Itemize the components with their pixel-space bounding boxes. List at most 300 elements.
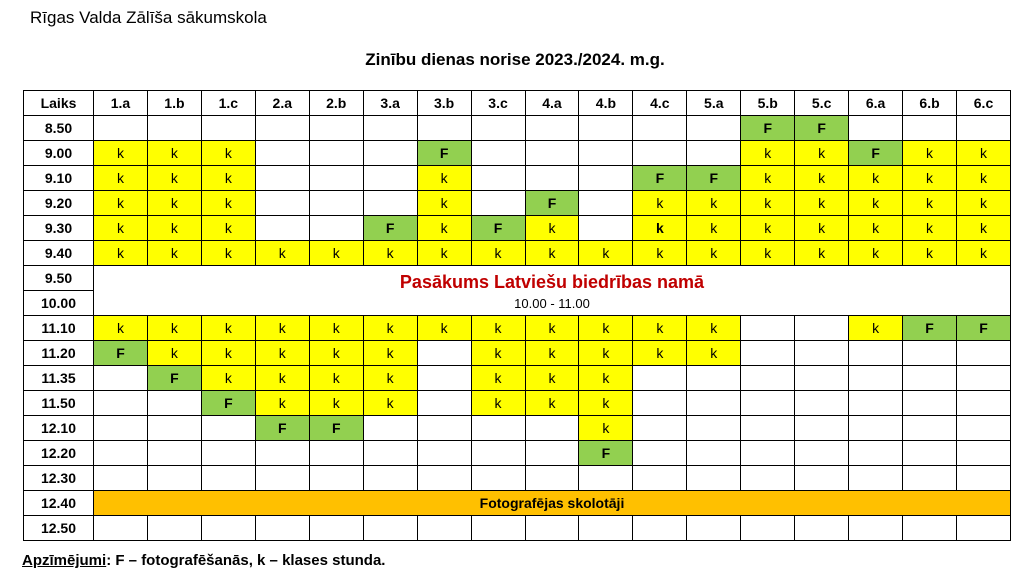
schedule-cell: F <box>579 441 633 466</box>
schedule-cell <box>849 441 903 466</box>
schedule-cell: k <box>957 216 1011 241</box>
schedule-cell: k <box>687 241 741 266</box>
time-cell: 12.10 <box>24 416 94 441</box>
legend-text: : F – fotografēšanās, k – klases stunda. <box>106 552 386 569</box>
schedule-cell <box>147 391 201 416</box>
header-class: 4.c <box>633 91 687 116</box>
schedule-cell: k <box>471 391 525 416</box>
schedule-cell <box>417 116 471 141</box>
time-cell: 9.10 <box>24 166 94 191</box>
schedule-cell: k <box>255 366 309 391</box>
schedule-cell <box>633 366 687 391</box>
schedule-cell: F <box>94 341 148 366</box>
schedule-cell: F <box>633 166 687 191</box>
header-class: 3.a <box>363 91 417 116</box>
time-cell: 12.50 <box>24 516 94 541</box>
schedule-cell: F <box>471 216 525 241</box>
schedule-cell <box>309 516 363 541</box>
schedule-cell: F <box>417 141 471 166</box>
schedule-cell <box>471 141 525 166</box>
schedule-cell <box>957 466 1011 491</box>
schedule-cell <box>957 341 1011 366</box>
schedule-cell: k <box>741 166 795 191</box>
schedule-cell <box>579 191 633 216</box>
header-class: 1.b <box>147 91 201 116</box>
schedule-cell: F <box>147 366 201 391</box>
schedule-cell <box>741 516 795 541</box>
schedule-cell <box>255 141 309 166</box>
schedule-cell <box>741 416 795 441</box>
schedule-cell: k <box>417 316 471 341</box>
schedule-cell: k <box>471 341 525 366</box>
schedule-cell <box>471 416 525 441</box>
schedule-cell: k <box>363 241 417 266</box>
schedule-cell: k <box>471 316 525 341</box>
schedule-cell <box>147 441 201 466</box>
schedule-cell: k <box>417 216 471 241</box>
schedule-cell: k <box>94 241 148 266</box>
schedule-cell <box>849 366 903 391</box>
schedule-cell <box>795 366 849 391</box>
schedule-cell <box>309 216 363 241</box>
schedule-cell: k <box>525 216 579 241</box>
schedule-cell <box>471 466 525 491</box>
schedule-cell <box>957 366 1011 391</box>
header-class: 2.a <box>255 91 309 116</box>
schedule-cell: k <box>525 366 579 391</box>
schedule-cell <box>147 466 201 491</box>
schedule-cell <box>255 191 309 216</box>
schedule-cell: k <box>687 216 741 241</box>
schedule-cell <box>903 416 957 441</box>
header-time: Laiks <box>24 91 94 116</box>
table-row <box>24 316 1011 341</box>
schedule-cell: F <box>255 416 309 441</box>
schedule-cell <box>363 416 417 441</box>
schedule-cell: F <box>687 166 741 191</box>
schedule-cell: k <box>579 341 633 366</box>
schedule-cell <box>94 466 148 491</box>
time-cell: 9.00 <box>24 141 94 166</box>
schedule-cell: k <box>957 191 1011 216</box>
schedule-cell <box>957 441 1011 466</box>
schedule-cell <box>201 116 255 141</box>
schedule-cell: k <box>633 216 687 241</box>
schedule-cell <box>417 391 471 416</box>
schedule-cell <box>525 416 579 441</box>
schedule-cell: k <box>94 141 148 166</box>
header-class: 6.b <box>903 91 957 116</box>
schedule-cell <box>255 516 309 541</box>
schedule-cell: k <box>147 166 201 191</box>
schedule-cell <box>94 516 148 541</box>
schedule-cell: k <box>579 391 633 416</box>
schedule-cell <box>579 516 633 541</box>
table-row <box>24 366 1011 391</box>
schedule-cell <box>471 516 525 541</box>
event-hours: 10.00 - 11.00 <box>514 295 590 311</box>
schedule-cell: k <box>579 366 633 391</box>
schedule-cell <box>741 366 795 391</box>
time-cell: 11.35 <box>24 366 94 391</box>
table-row <box>24 416 1011 441</box>
schedule-cell: k <box>363 366 417 391</box>
schedule-cell: k <box>94 216 148 241</box>
schedule-cell: k <box>363 341 417 366</box>
table-row <box>24 191 1011 216</box>
schedule-cell: k <box>201 316 255 341</box>
time-cell: 12.40 <box>24 491 94 516</box>
schedule-cell: k <box>741 216 795 241</box>
schedule-cell <box>309 116 363 141</box>
schedule-cell: k <box>147 141 201 166</box>
schedule-cell: F <box>849 141 903 166</box>
schedule-cell: k <box>94 191 148 216</box>
header-class: 4.a <box>525 91 579 116</box>
schedule-cell: k <box>633 341 687 366</box>
schedule-cell <box>94 116 148 141</box>
table-row <box>24 341 1011 366</box>
header-class: 5.c <box>795 91 849 116</box>
schedule-cell <box>525 516 579 541</box>
schedule-cell <box>363 516 417 541</box>
schedule-cell: k <box>201 216 255 241</box>
schedule-cell: k <box>687 316 741 341</box>
schedule-cell <box>417 341 471 366</box>
schedule-cell <box>579 216 633 241</box>
time-cell: 9.30 <box>24 216 94 241</box>
schedule-cell <box>363 166 417 191</box>
schedule-cell <box>525 141 579 166</box>
schedule-cell: k <box>363 316 417 341</box>
header-class: 3.c <box>471 91 525 116</box>
schedule-cell <box>309 191 363 216</box>
schedule-cell: k <box>795 141 849 166</box>
schedule-cell <box>579 141 633 166</box>
header-class: 5.a <box>687 91 741 116</box>
schedule-cell: F <box>525 191 579 216</box>
schedule-cell: k <box>201 341 255 366</box>
schedule-cell <box>309 441 363 466</box>
schedule-cell: k <box>201 366 255 391</box>
schedule-cell <box>849 416 903 441</box>
schedule-cell <box>147 416 201 441</box>
schedule-cell <box>147 516 201 541</box>
schedule-cell: k <box>579 416 633 441</box>
schedule-cell: k <box>633 241 687 266</box>
legend-label: Apzīmējumi <box>22 552 107 569</box>
table-row <box>24 141 1011 166</box>
schedule-cell <box>687 441 741 466</box>
schedule-cell <box>363 191 417 216</box>
schedule-cell: k <box>579 316 633 341</box>
schedule-cell: k <box>201 241 255 266</box>
schedule-cell <box>471 166 525 191</box>
header-class: 3.b <box>417 91 471 116</box>
header-class: 6.a <box>849 91 903 116</box>
schedule-cell <box>849 466 903 491</box>
school-name: Rīgas Valda Zālīša sākumskola <box>30 8 267 27</box>
schedule-cell <box>633 441 687 466</box>
schedule-cell: k <box>741 141 795 166</box>
schedule-cell: k <box>849 191 903 216</box>
schedule-cell: k <box>957 241 1011 266</box>
schedule-cell: k <box>309 241 363 266</box>
schedule-cell: k <box>255 391 309 416</box>
schedule-cell <box>471 116 525 141</box>
schedule-cell: k <box>525 341 579 366</box>
schedule-cell: k <box>471 366 525 391</box>
schedule-cell <box>957 416 1011 441</box>
schedule-cell <box>741 466 795 491</box>
schedule-cell <box>201 416 255 441</box>
schedule-cell: k <box>201 191 255 216</box>
schedule-cell: k <box>687 191 741 216</box>
schedule-cell <box>363 141 417 166</box>
schedule-cell: k <box>147 241 201 266</box>
table-row <box>24 241 1011 266</box>
schedule-cell <box>633 466 687 491</box>
schedule-cell <box>903 341 957 366</box>
time-cell: 9.20 <box>24 191 94 216</box>
schedule-cell <box>957 516 1011 541</box>
time-cell: 11.50 <box>24 391 94 416</box>
schedule-cell: k <box>579 241 633 266</box>
schedule-cell <box>903 441 957 466</box>
table-row <box>24 116 1011 141</box>
schedule-cell <box>363 466 417 491</box>
schedule-cell: k <box>903 191 957 216</box>
schedule-cell: F <box>741 116 795 141</box>
schedule-cell <box>633 516 687 541</box>
schedule-cell: k <box>741 191 795 216</box>
schedule-cell: F <box>957 316 1011 341</box>
teacher-photo-row <box>24 491 1011 516</box>
schedule-cell <box>687 516 741 541</box>
schedule-cell: k <box>957 141 1011 166</box>
schedule-cell <box>687 466 741 491</box>
schedule-cell <box>687 366 741 391</box>
table-row <box>24 391 1011 416</box>
schedule-cell <box>363 116 417 141</box>
schedule-cell <box>309 166 363 191</box>
schedule-cell: k <box>147 216 201 241</box>
time-cell: 11.20 <box>24 341 94 366</box>
schedule-cell: k <box>471 241 525 266</box>
schedule-cell <box>633 391 687 416</box>
schedule-cell <box>903 466 957 491</box>
event-cell <box>94 266 1011 316</box>
schedule-cell: k <box>309 341 363 366</box>
schedule-cell <box>795 316 849 341</box>
schedule-cell <box>849 116 903 141</box>
schedule-cell <box>417 366 471 391</box>
schedule-table <box>23 90 1011 541</box>
schedule-cell: k <box>903 141 957 166</box>
schedule-cell: k <box>795 241 849 266</box>
schedule-cell <box>633 416 687 441</box>
header-row <box>24 91 1011 116</box>
schedule-cell <box>741 391 795 416</box>
schedule-cell <box>687 416 741 441</box>
schedule-cell <box>849 391 903 416</box>
schedule-cell <box>687 391 741 416</box>
schedule-cell: k <box>849 216 903 241</box>
schedule-cell: k <box>147 191 201 216</box>
schedule-cell: F <box>795 116 849 141</box>
schedule-cell: k <box>849 241 903 266</box>
schedule-cell <box>201 441 255 466</box>
schedule-cell: k <box>94 166 148 191</box>
schedule-cell: k <box>309 366 363 391</box>
header-class: 6.c <box>957 91 1011 116</box>
schedule-cell: k <box>903 216 957 241</box>
schedule-cell <box>147 116 201 141</box>
schedule-cell <box>94 441 148 466</box>
schedule-cell <box>417 441 471 466</box>
schedule-cell: k <box>363 391 417 416</box>
schedule-cell <box>471 191 525 216</box>
schedule-cell <box>849 516 903 541</box>
schedule-cell <box>633 116 687 141</box>
schedule-cell <box>201 516 255 541</box>
table-row <box>24 516 1011 541</box>
schedule-cell <box>903 366 957 391</box>
time-cell: 10.00 <box>24 291 94 316</box>
schedule-cell <box>795 391 849 416</box>
time-cell: 9.50 <box>24 266 94 291</box>
time-cell: 12.20 <box>24 441 94 466</box>
schedule-cell <box>94 416 148 441</box>
schedule-cell: k <box>903 241 957 266</box>
schedule-cell: k <box>795 166 849 191</box>
schedule-cell: F <box>309 416 363 441</box>
schedule-cell: k <box>201 166 255 191</box>
schedule-cell <box>903 116 957 141</box>
schedule-cell <box>795 416 849 441</box>
schedule-cell <box>633 141 687 166</box>
schedule-cell: k <box>94 316 148 341</box>
schedule-cell <box>255 116 309 141</box>
schedule-cell: k <box>255 241 309 266</box>
legend <box>22 552 385 569</box>
schedule-cell: k <box>309 316 363 341</box>
schedule-cell: k <box>795 216 849 241</box>
schedule-cell <box>795 466 849 491</box>
table-row <box>24 466 1011 491</box>
schedule-cell <box>741 441 795 466</box>
event-title: Pasākums Latviešu biedrības namā <box>399 271 705 292</box>
schedule-cell: k <box>147 341 201 366</box>
schedule-cell <box>201 466 255 491</box>
schedule-cell: k <box>255 341 309 366</box>
schedule-cell <box>417 466 471 491</box>
schedule-cell: k <box>741 241 795 266</box>
schedule-cell <box>255 216 309 241</box>
schedule-cell <box>525 466 579 491</box>
header-class: 1.c <box>201 91 255 116</box>
header-class: 1.a <box>94 91 148 116</box>
schedule-cell <box>417 516 471 541</box>
schedule-cell: k <box>687 341 741 366</box>
teacher-photo-cell: Fotografējas skolotāji <box>94 491 1011 516</box>
schedule-cell: k <box>849 316 903 341</box>
time-cell: 11.10 <box>24 316 94 341</box>
schedule-cell: F <box>903 316 957 341</box>
schedule-cell <box>903 516 957 541</box>
schedule-cell: k <box>255 316 309 341</box>
schedule-cell <box>417 416 471 441</box>
schedule-cell <box>903 391 957 416</box>
schedule-cell: k <box>849 166 903 191</box>
schedule-cell <box>471 441 525 466</box>
schedule-cell <box>579 116 633 141</box>
time-cell: 12.30 <box>24 466 94 491</box>
schedule-cell <box>795 341 849 366</box>
schedule-cell <box>795 441 849 466</box>
schedule-cell: k <box>633 191 687 216</box>
schedule-cell <box>363 441 417 466</box>
schedule-cell <box>255 466 309 491</box>
schedule-cell <box>255 441 309 466</box>
schedule-cell: k <box>633 316 687 341</box>
schedule-cell: k <box>417 191 471 216</box>
schedule-cell <box>94 366 148 391</box>
table-row <box>24 216 1011 241</box>
time-cell: 8.50 <box>24 116 94 141</box>
header-class: 2.b <box>309 91 363 116</box>
schedule-cell: F <box>363 216 417 241</box>
schedule-cell <box>579 166 633 191</box>
schedule-cell <box>525 166 579 191</box>
event-row <box>24 266 1011 291</box>
schedule-cell <box>957 116 1011 141</box>
schedule-cell <box>255 166 309 191</box>
schedule-cell <box>687 141 741 166</box>
schedule-cell <box>849 341 903 366</box>
schedule-cell <box>741 316 795 341</box>
schedule-cell: k <box>795 191 849 216</box>
schedule-cell <box>525 116 579 141</box>
schedule-cell: k <box>417 166 471 191</box>
schedule-cell: k <box>147 316 201 341</box>
page-title: Zinību dienas norise 2023./2024. m.g. <box>365 50 665 69</box>
schedule-cell <box>795 516 849 541</box>
header-class: 4.b <box>579 91 633 116</box>
schedule-cell: k <box>525 241 579 266</box>
schedule-cell <box>309 466 363 491</box>
table-row <box>24 166 1011 191</box>
schedule-cell <box>957 391 1011 416</box>
schedule-cell: k <box>525 316 579 341</box>
schedule-cell: k <box>525 391 579 416</box>
schedule-cell <box>525 441 579 466</box>
schedule-cell: k <box>309 391 363 416</box>
header-class: 5.b <box>741 91 795 116</box>
table-row <box>24 441 1011 466</box>
schedule-cell: k <box>201 141 255 166</box>
schedule-cell <box>687 116 741 141</box>
schedule-cell <box>309 141 363 166</box>
time-cell: 9.40 <box>24 241 94 266</box>
schedule-cell <box>741 341 795 366</box>
schedule-cell: F <box>201 391 255 416</box>
schedule-cell <box>94 391 148 416</box>
schedule-cell: k <box>903 166 957 191</box>
schedule-cell: k <box>957 166 1011 191</box>
schedule-cell: k <box>417 241 471 266</box>
schedule-cell <box>579 466 633 491</box>
